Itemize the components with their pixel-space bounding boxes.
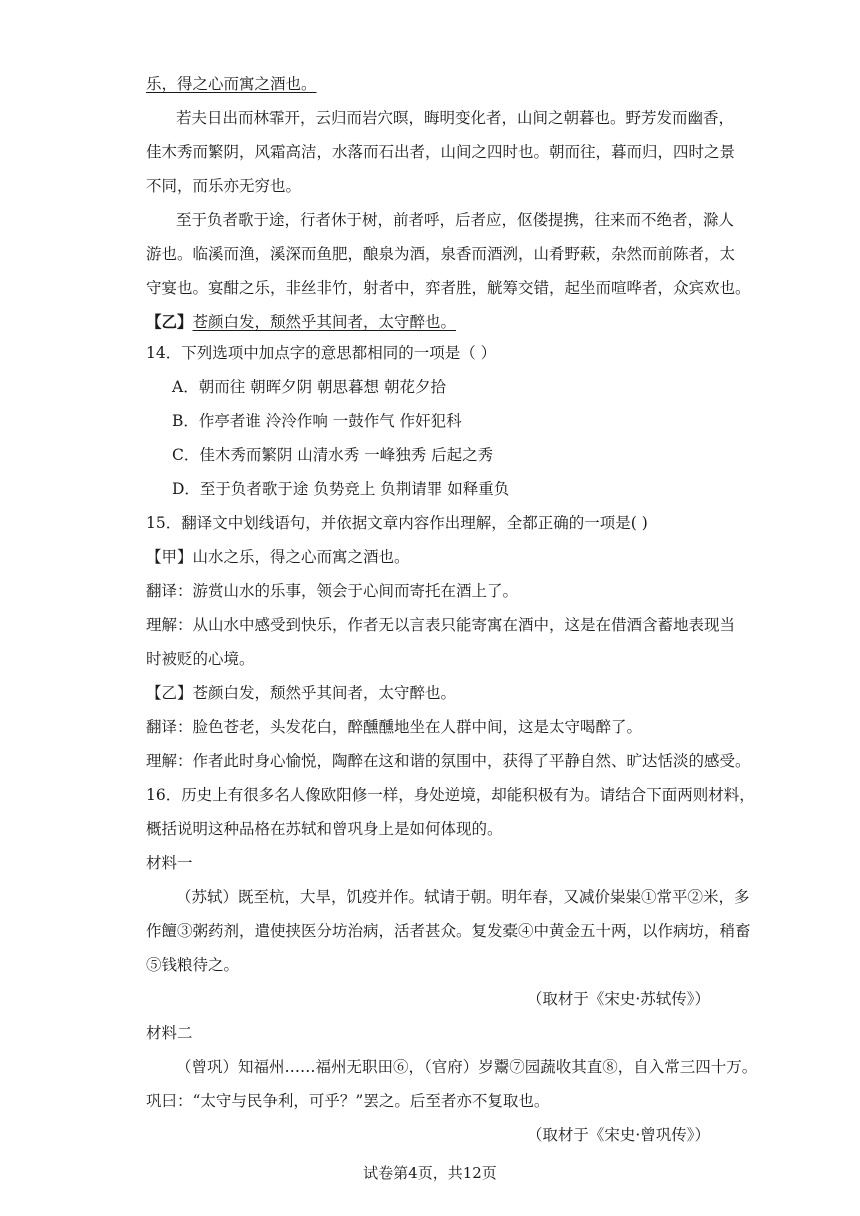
material-1-line: 作饘③粥药剂，遣使挟医分坊治病，活者甚众。复发橐④中黄金五十两，以作病坊，稍畜 xyxy=(146,922,751,940)
material-1-line: ⑤钱粮待之。 xyxy=(146,956,240,974)
question-16-stem-cont: 概括说明这种品格在苏轼和曾巩身上是如何体现的。 xyxy=(146,820,503,838)
question-14-stem: 14．下列选项中加点字的意思都相同的一项是（ ） xyxy=(146,344,497,362)
passage-yi-line xyxy=(146,311,726,333)
material-2-line: （曾巩）知福州……福州无职田⑥，（官府）岁鬻⑦园蔬收其直⑧，自入常三四十万。 xyxy=(176,1058,758,1076)
passage-line: 佳木秀而繁阴，风霜高洁，水落而石出者，山间之四时也。朝而往，暮而归，四时之景 xyxy=(146,143,736,161)
yi-tag: 【乙】 xyxy=(146,312,193,331)
q15-jia-understanding-cont: 时被贬的心境。 xyxy=(146,650,255,668)
yi-underlined-text: 苍颜白发，颓然乎其间者，太守醉也。 xyxy=(192,313,457,331)
q15-yi-understanding: 理解：作者此时身心愉悦，陶醉在这和谐的氛围中，获得了平静自然、旷达恬淡的感受。 xyxy=(146,752,751,770)
passage-line: 游也。临溪而渔，溪深而鱼肥，酿泉为酒，泉香而酒洌，山肴野蔌，杂然而前陈者，太 xyxy=(146,245,736,263)
material-2-source: （取材于《宋史·曾巩传》） xyxy=(526,1126,710,1144)
passage-line: 乐，得之心而寓之酒也。 xyxy=(146,75,317,93)
passage-line: 守宴也。宴酣之乐，非丝非竹，射者中，弈者胜，觥筹交错，起坐而喧哗者，众宾欢也。 xyxy=(146,279,751,297)
q14-option-d: D．至于负者歌于途 负势竞上 负荆请罪 如释重负 xyxy=(172,480,510,498)
q15-yi-translation: 翻译：脸色苍老，头发花白，醉醺醺地坐在人群中间，这是太守喝醉了。 xyxy=(146,718,643,736)
q14-option-c: C．佳木秀而繁阴 山清水秀 一峰独秀 后起之秀 xyxy=(172,446,494,464)
passage-line: 若夫日出而林霏开，云归而岩穴暝，晦明变化者，山间之朝暮也。野芳发而幽香， xyxy=(176,109,735,127)
passage-line: 至于负者歌于途，行者休于树，前者呼，后者应，伛偻提携，往来而不绝者，滁人 xyxy=(176,211,735,229)
material-2-title: 材料二 xyxy=(146,1024,193,1042)
passage-line: 不同，而乐亦无穷也。 xyxy=(146,177,302,195)
q14-option-a: A．朝而往 朝晖夕阴 朝思暮想 朝花夕拾 xyxy=(172,378,446,396)
material-1-source: （取材于《宋史·苏轼传》） xyxy=(526,990,710,1008)
page-footer: 试卷第4页，共12页 xyxy=(363,1164,497,1182)
question-16-stem: 16．历史上有很多名人像欧阳修一样，身处逆境，却能积极有为。请结合下面两则材料， xyxy=(146,786,755,804)
q15-jia-line: 【甲】山水之乐，得之心而寓之酒也。 xyxy=(146,548,410,566)
q15-jia-translation: 翻译：游赏山水的乐事，领会于心间而寄托在酒上了。 xyxy=(146,582,519,600)
q15-yi-line: 【乙】苍颜白发，颓然乎其间者，太守醉也。 xyxy=(146,684,457,702)
material-1-line: （苏轼）既至杭，大旱，饥疫并作。轼请于朝。明年春，又减价粜粜①常平②米，多 xyxy=(176,888,750,906)
material-2-line: 巩曰：“太守与民争利，可乎？”罢之。后至者亦不复取也。 xyxy=(146,1092,550,1110)
q14-option-b: B．作亭者谁 泠泠作响 一鼓作气 作奸犯科 xyxy=(172,412,462,430)
material-1-title: 材料一 xyxy=(146,854,193,872)
question-15-stem: 15．翻译文中划线语句，并依据文章内容作出理解，全都正确的一项是( ) xyxy=(146,514,648,532)
q15-jia-understanding: 理解：从山水中感受到快乐，作者无以言表只能寄寓在酒中，这是在借酒含蓄地表现当 xyxy=(146,616,736,634)
